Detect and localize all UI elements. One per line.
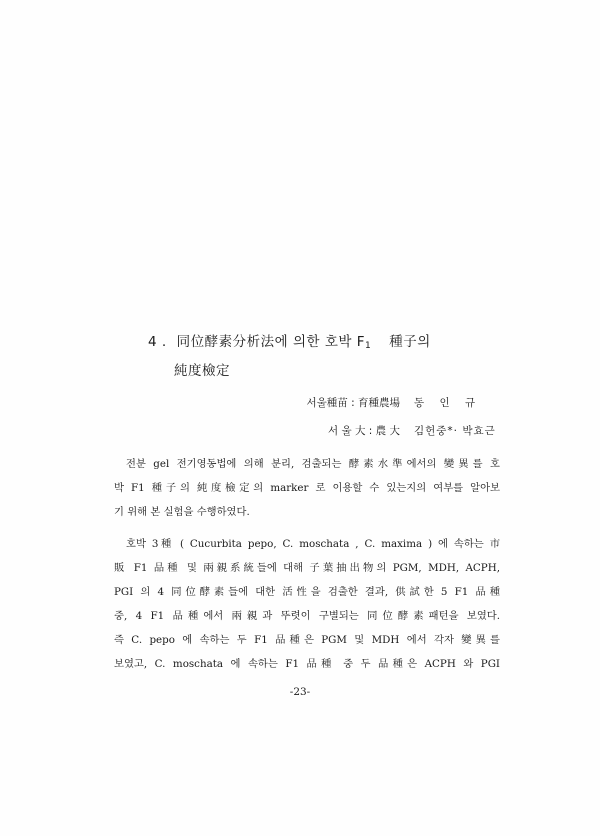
title-subscript: 1 [365, 341, 372, 351]
title-line-1 [148, 330, 508, 351]
title-text-main: 同位酵素分析法에 의한 호박 F [176, 334, 366, 350]
title-text-end: 種子의 [389, 334, 431, 350]
body-line: 販 F1 品種 및 兩親系統들에 대해 子葉抽出物의 PGM, MDH, ACPH, [114, 562, 500, 574]
body-line: 호박 3種 ( Cucurbita pepo, C. moschata , C. maxima ) 에 속하는 市 [126, 538, 500, 550]
body-line: 보였고, C. moschata 에 속하는 F1 品種 중 두 品種은 ACPH 와 PGI [114, 658, 500, 670]
author-names: 김헌중*· 박효근 [414, 424, 496, 437]
author-affiliation: 서 울 大 : 農 大 [327, 424, 400, 437]
author-block [300, 388, 510, 444]
paper-title [148, 330, 508, 379]
section-number: 4 . [148, 334, 167, 350]
body-line: 전분 gel 전기영동법에 의해 분리, 검출되는 酵素水準에서의 變異를 호 [126, 458, 500, 470]
abstract-body [114, 452, 500, 676]
body-line: 즉 C. pepo 에 속하는 두 F1 品種은 PGM 및 MDH 에서 각자 變異를 [114, 634, 500, 646]
body-line: 기 위해 본 실험을 수행하였다. [114, 506, 250, 518]
body-line: 박 F1 種子의 純度檢定의 marker 로 이용할 수 있는지의 여부를 알아보 [114, 482, 500, 494]
author-row [300, 388, 510, 416]
title-line-2: 純度檢定 [174, 363, 230, 379]
body-line: PGI 의 4 同位酵素들에 대한 活性을 검출한 결과, 供試한 5 F1 品種 [114, 586, 500, 598]
body-line: 중, 4 F1 品種에서 兩親과 뚜렷이 구별되는 同位酵素패턴을 보였다. [114, 610, 500, 622]
author-row [300, 416, 510, 444]
author-names: 동 인 규 [414, 396, 482, 409]
author-affiliation: 서울種苗 : 育種農場 [306, 396, 400, 409]
page-number: -23- [289, 686, 311, 698]
